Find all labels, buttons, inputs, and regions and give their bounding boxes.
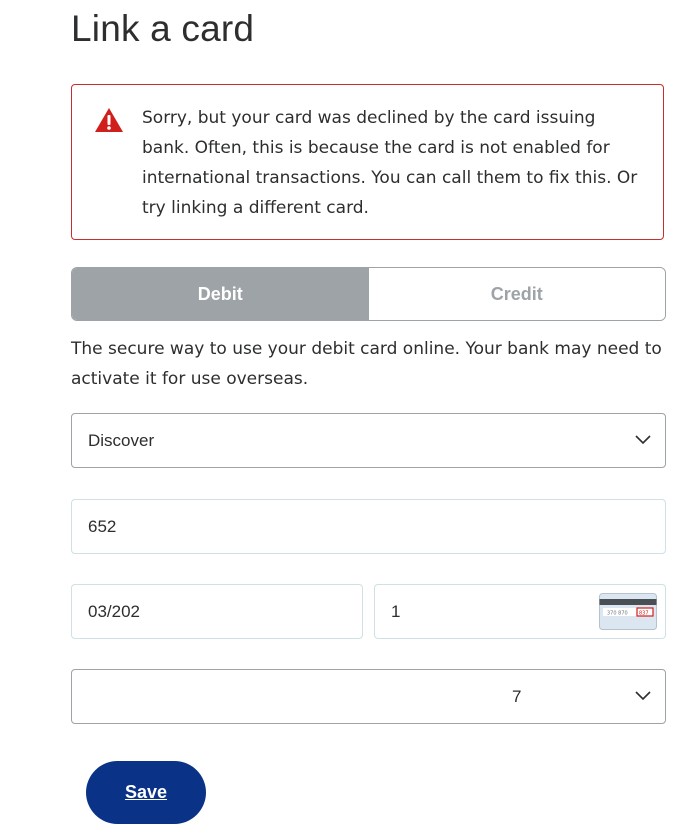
- billing-address-select[interactable]: [71, 669, 666, 724]
- warning-triangle-icon: [94, 107, 124, 133]
- debit-description: The secure way to use your debit card online. Your bank may need to activate it for use overseas.: [71, 339, 662, 389]
- chevron-down-icon: [635, 435, 651, 445]
- page-title: Link a card: [71, 8, 255, 49]
- credit-option[interactable]: Credit: [369, 268, 666, 320]
- card-security-code-icon: [599, 593, 657, 630]
- svg-text:370 870: 370 870: [607, 610, 628, 617]
- debit-option[interactable]: Debit: [72, 268, 369, 320]
- expiration-date-input[interactable]: [71, 584, 363, 639]
- card-brand-select[interactable]: [71, 413, 666, 468]
- save-button[interactable]: Save: [86, 761, 206, 824]
- security-code-value: 1: [391, 601, 401, 621]
- expiration-date-value: 03/202: [88, 601, 140, 621]
- billing-address-value: 7: [512, 686, 522, 706]
- error-alert: [71, 84, 664, 240]
- error-message: Sorry, but your card was declined by the card issuing bank. Often, this is because the card is not enabled for international transactions. You can call them to fix this. Or try linking a different card.: [142, 108, 638, 218]
- card-number-input[interactable]: [71, 499, 666, 554]
- card-number-value: 652: [88, 516, 117, 536]
- card-brand-value: Discover: [88, 430, 155, 450]
- card-type-toggle: [71, 267, 666, 321]
- svg-text:837: 837: [639, 610, 649, 617]
- chevron-down-icon: [635, 691, 651, 701]
- security-code-input[interactable]: [374, 584, 666, 639]
